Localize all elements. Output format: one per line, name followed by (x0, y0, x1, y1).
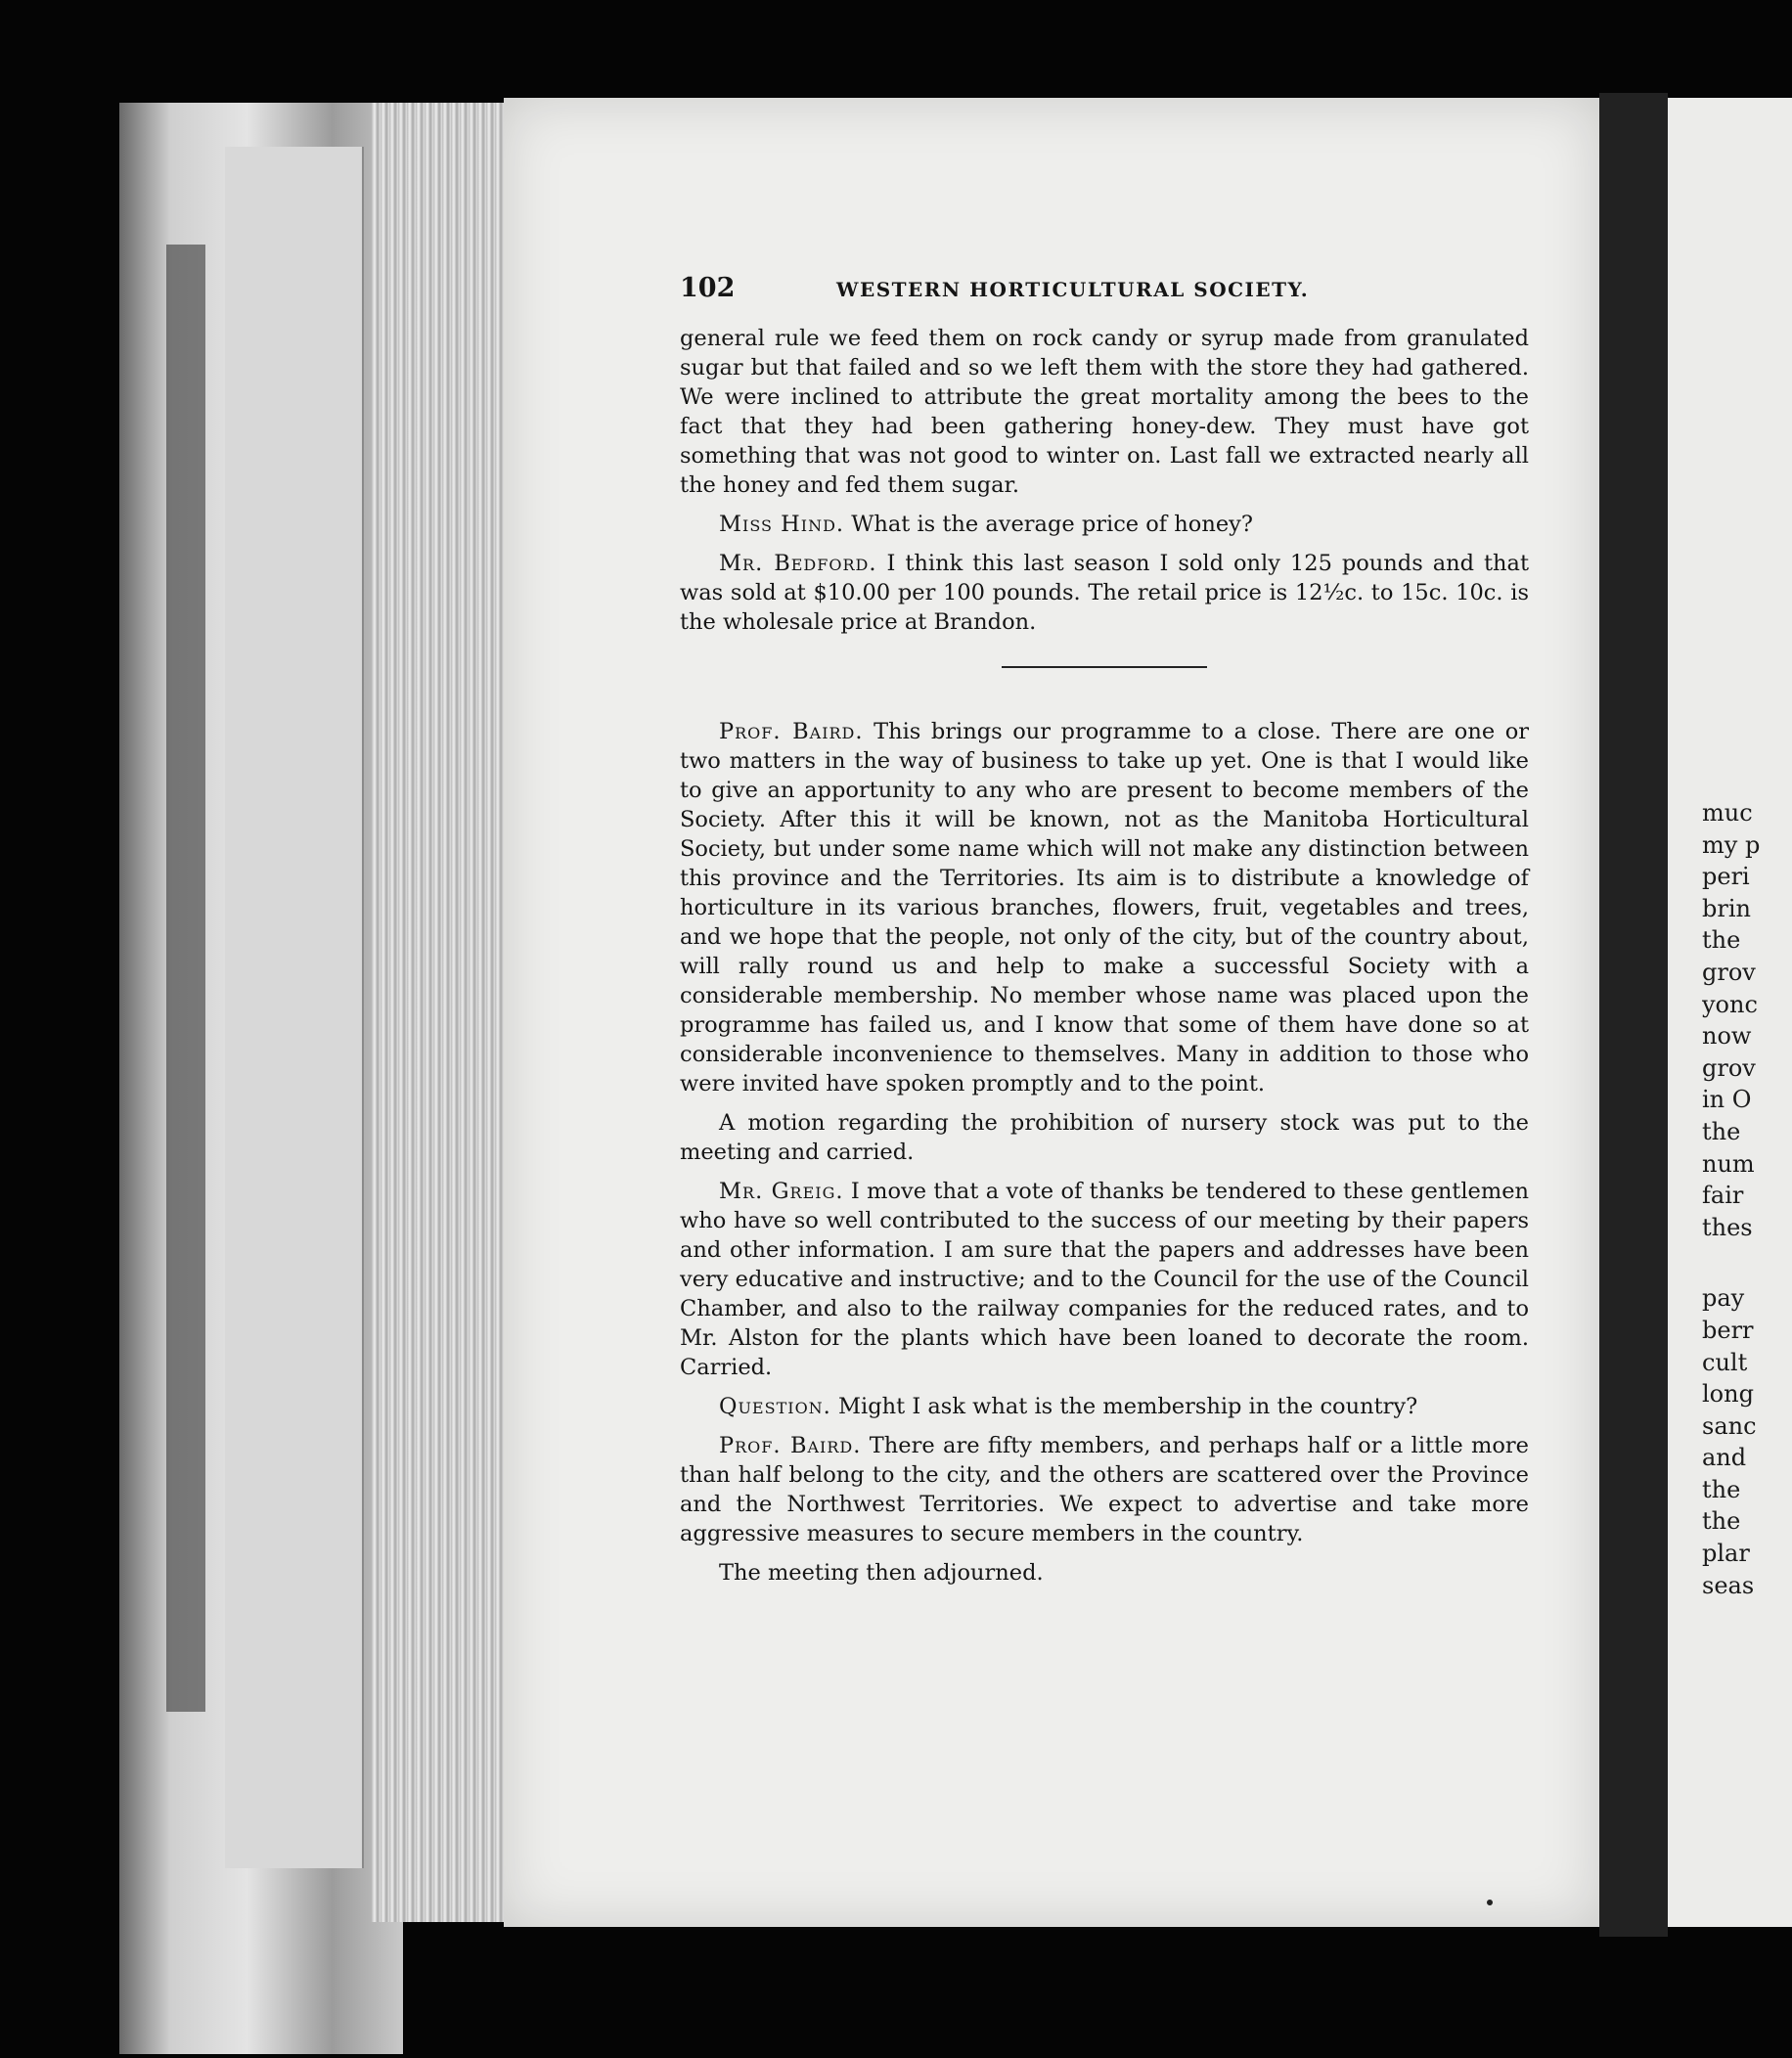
right-page-line: in O (1702, 1086, 1752, 1114)
speech-text: Might I ask what is the membership in the country? (838, 1394, 1418, 1419)
speech-text: I move that a vote of thanks be tendered to these gentlemen who have so well contributed to the success of our meeting by their papers and other information. I am sure that the papers and addresses have been very educative and instructive; and to the Council for the use of the Council Chamber, and also to the railway companies for the reduced rates, and to Mr. Alston for the plants which have been loaned to decorate the room. Carried. (680, 1179, 1530, 1380)
paragraph-mr-bedford (680, 549, 1529, 637)
right-page-block-b (1702, 1282, 1792, 1601)
right-page-line: the (1702, 1475, 1741, 1503)
right-page-line: seas (1702, 1571, 1755, 1599)
right-page-block-a (1702, 797, 1792, 1243)
right-page-text (1702, 797, 1792, 1601)
right-page-line: grov (1702, 1053, 1756, 1082)
speaker-name: Miss Hind. (719, 512, 845, 537)
paragraph-motion: A motion regarding the prohibition of nursery stock was put to the meeting and carried. (680, 1110, 1529, 1165)
speaker-name: Prof. Baird. (719, 719, 864, 744)
paragraph-miss-hind (680, 510, 1529, 539)
right-page-line: sanc (1702, 1411, 1757, 1440)
right-page-line: fair (1702, 1182, 1744, 1210)
page-text (680, 274, 1529, 1597)
right-page-line: berr (1702, 1316, 1754, 1344)
running-title: WESTERN HORTICULTURAL SOCIETY. (836, 278, 1310, 301)
right-page-line: my p (1702, 830, 1761, 859)
page-number: 102 (680, 273, 736, 303)
speaker-name: Mr. Greig. (719, 1179, 844, 1204)
right-page-line: yonc (1702, 990, 1758, 1018)
speck (1487, 1900, 1493, 1905)
right-page-line: peri (1702, 863, 1750, 891)
speech-text: What is the average price of honey? (851, 512, 1253, 537)
page-edges (372, 103, 507, 1922)
right-page-line: pay (1702, 1284, 1745, 1313)
speech-text: This brings our programme to a close. There are one or two matters in the way of business to take up yet. One is that I would like to give an apportunity to any who are present to become members of the Society. After this it will be known, not as the Manitoba Horticultural Society, but under some name which will not make any distinction between this province and the Territories. Its aim is to distribute a knowledge of horticulture in its various branches, flowers, fruit, vegetables and trees, and we hope that the people, not only of the city, but of the country about, will rally round us and help to make a successful Society with a considerable membership. No member whose name was placed upon the programme has failed us, and I know that some of them have done so at considerable inconvenience to themselves. Many in addition to those who were invited have spoken promptly and to the point. (680, 719, 1529, 1096)
right-page-line: the (1702, 1117, 1741, 1145)
section-divider (1002, 666, 1207, 668)
paragraph-prof-baird-reply (680, 1431, 1529, 1548)
left-board-shadow (166, 245, 205, 1712)
speaker-name: Question. (719, 1394, 831, 1419)
right-page-line: and (1702, 1444, 1747, 1472)
paragraph-continued: general rule we feed them on rock candy or syrup made from granulated sugar but that failed and so we left them with the store they had gathered. We were inclined to attribute the great mortality among the bees to the fact that they had been gathering honey-dew. They must have got something that was not good to winter on. Last fall we extracted nearly all the honey and fed them sugar. (680, 326, 1529, 498)
right-page-line: long (1702, 1380, 1754, 1409)
right-page-line: num (1702, 1149, 1755, 1178)
right-page-line: the (1702, 1507, 1741, 1536)
right-page-line: now (1702, 1022, 1752, 1051)
speaker-name: Mr. Bedford. (719, 551, 877, 576)
speech-text: There are fifty members, and perhaps half or a little more than half belong to the city, and the others are scattered over the Province and the Northwest Territories. We expect to advertise and take more aggressive measures to secure members in the country. (680, 1433, 1529, 1546)
paragraph-prof-baird (680, 717, 1529, 1098)
right-page-line: muc (1702, 799, 1753, 827)
right-page-line: the (1702, 926, 1741, 955)
page-header (680, 274, 1529, 304)
left-inserted-leaf (225, 147, 364, 1868)
right-page-line: brin (1702, 894, 1751, 922)
speaker-name: Prof. Baird. (719, 1433, 862, 1458)
paragraph-adjourned: The meeting then adjourned. (719, 1560, 1044, 1586)
book-gutter (1599, 93, 1668, 1937)
paragraph-mr-greig (680, 1177, 1529, 1382)
right-page-line: grov (1702, 958, 1756, 986)
right-page-line: plar (1702, 1540, 1750, 1568)
right-page-line: cult (1702, 1348, 1748, 1376)
right-page-line: thes (1702, 1213, 1753, 1241)
paragraph-question (680, 1392, 1529, 1421)
speech-text: I think this last season I sold only 125 pounds and that was sold at $10.00 per 100 pounds. The retail price is 12½c. to 15c. 10c. is the wholesale price at Brandon. (680, 551, 1529, 635)
